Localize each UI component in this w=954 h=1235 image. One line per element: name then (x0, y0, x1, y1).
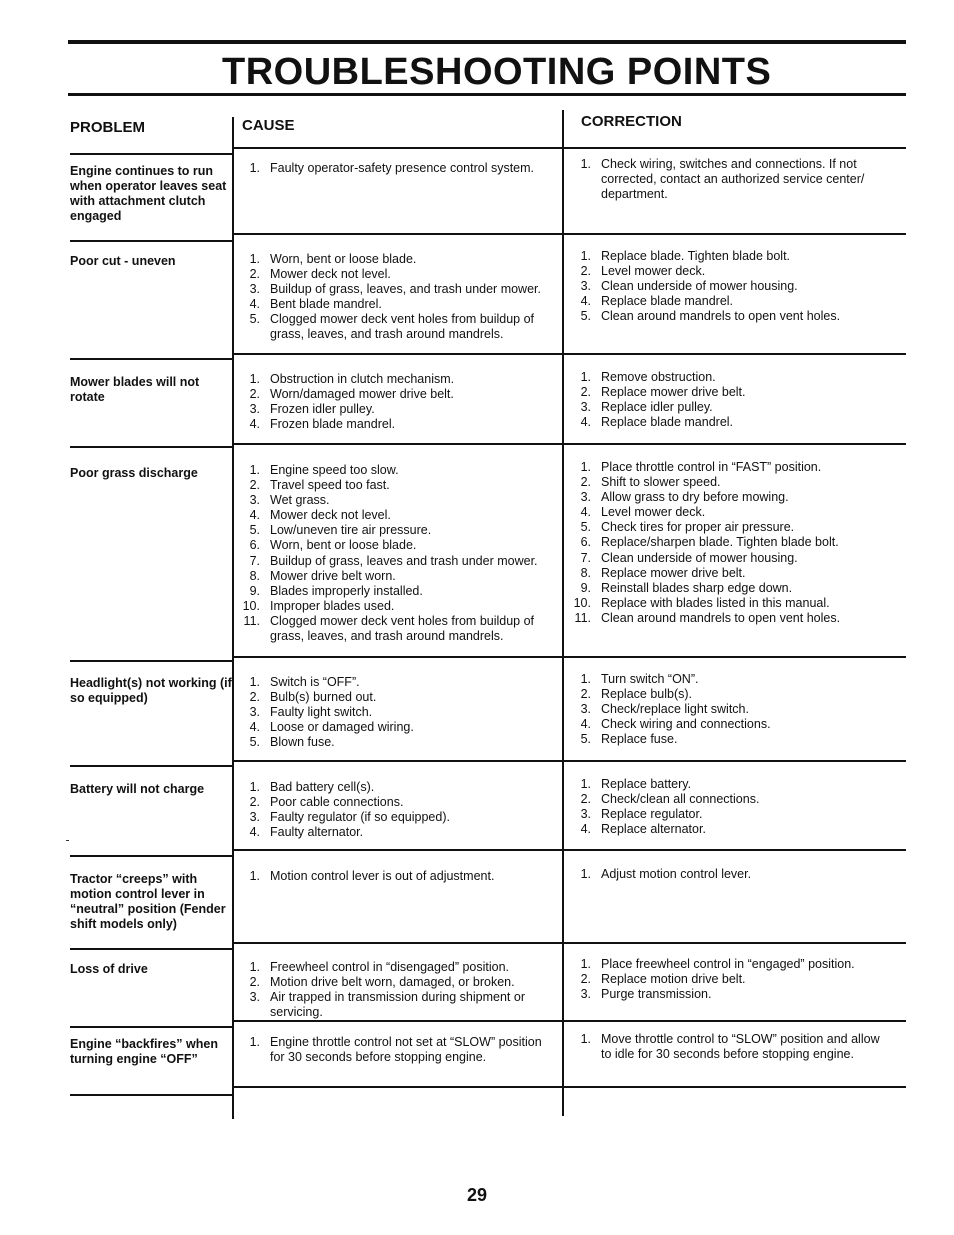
list-item (240, 990, 556, 1020)
item-text: Worn, bent or loose blade. (270, 538, 417, 553)
list-item (240, 297, 556, 312)
list-item (571, 987, 893, 1002)
item-number: 3. (249, 402, 260, 417)
list-item (571, 702, 893, 717)
item-number: 2. (580, 792, 591, 807)
item-number: 1. (249, 252, 260, 266)
correction-list (571, 957, 893, 1002)
item-number: 2. (249, 387, 260, 402)
item-number: 5. (249, 312, 260, 327)
row-separator-right (233, 760, 906, 762)
page-title: TROUBLESHOOTING POINTS (222, 51, 772, 93)
correction-column-header: CORRECTION (581, 113, 682, 130)
list-item (240, 538, 556, 553)
item-number: 4. (580, 717, 591, 732)
item-number: 2. (580, 972, 591, 987)
item-text: Obstruction in clutch mechanism. (270, 372, 455, 386)
row-separator-left (70, 1026, 233, 1028)
cause-column-header: CAUSE (242, 117, 295, 134)
item-number: 2. (249, 478, 260, 493)
item-text: Level mower deck. (601, 264, 706, 279)
item-text: Blades improperly installed. (270, 583, 423, 598)
item-text: Poor cable connections. (270, 795, 404, 810)
list-item (240, 402, 556, 417)
correction-list (571, 370, 893, 430)
item-text: Loose or damaged wiring. (270, 720, 414, 735)
problem-text: Loss of drive (70, 962, 148, 976)
list-item (240, 705, 556, 720)
list-item (240, 493, 556, 508)
cause-list (240, 675, 556, 750)
row-separator-right (233, 656, 906, 658)
item-text: Faulty alternator. (270, 825, 364, 840)
item-number: 1. (249, 675, 260, 689)
item-number: 1. (249, 869, 260, 883)
item-text: Improper blades used. (270, 598, 395, 613)
row-separator-right (233, 147, 906, 149)
item-text: Reinstall blades sharp edge down. (601, 580, 793, 595)
item-text: Wet grass. (270, 493, 330, 508)
item-text: Replace blade mandrel. (601, 294, 734, 309)
item-number: 1. (580, 157, 591, 171)
problem-text: Poor cut - uneven (70, 254, 176, 268)
list-item (571, 777, 893, 792)
cause-correction-divider (562, 110, 564, 1116)
list-item (240, 508, 556, 523)
problem-text: Battery will not charge (70, 782, 205, 796)
item-number: 4. (580, 415, 591, 430)
list-item (240, 584, 556, 599)
item-text: Frozen idler pulley. (270, 402, 375, 417)
page-number: 29 (466, 1185, 488, 1205)
correction-list (571, 672, 893, 747)
item-number: 7. (580, 550, 591, 565)
item-number: 3. (580, 807, 591, 822)
item-number: 3. (580, 400, 591, 415)
list-item (571, 370, 893, 385)
item-text: Adjust motion control lever. (601, 867, 752, 881)
list-item (240, 161, 556, 176)
item-number: 5. (249, 735, 260, 750)
row-separator-left (70, 446, 233, 448)
list-item (571, 732, 893, 747)
list-item (571, 792, 893, 807)
list-item (571, 415, 893, 430)
correction-list (571, 157, 893, 202)
row-separator-left (70, 660, 233, 662)
correction-list (571, 867, 893, 882)
list-item (571, 460, 893, 475)
item-text: Clean underside of mower housing. (601, 279, 798, 294)
item-number: 6. (249, 538, 260, 553)
item-number: 2. (249, 267, 260, 282)
item-text: Place freewheel control in “engaged” position. (601, 957, 855, 971)
item-number: 4. (249, 720, 260, 735)
item-number: 3. (580, 279, 591, 294)
list-item (571, 822, 893, 837)
item-number: 11. (574, 610, 591, 625)
item-text: Check tires for proper air pressure. (601, 520, 795, 535)
list-item (240, 975, 556, 990)
list-item (571, 264, 893, 279)
cause-list (240, 780, 556, 840)
item-text: Bent blade mandrel. (270, 297, 382, 312)
list-item (240, 614, 556, 644)
item-text: Mower deck not level. (270, 267, 391, 282)
item-text: Mower deck not level. (270, 508, 391, 523)
list-item (240, 735, 556, 750)
list-item (240, 675, 556, 690)
item-number: 5. (249, 523, 260, 538)
list-item (240, 282, 556, 297)
item-number: 1. (580, 672, 591, 686)
item-text: Clogged mower deck vent holes from buildup of grass, leaves, and trash around mandrels. (270, 312, 535, 342)
list-item (240, 523, 556, 538)
item-text: Check wiring, switches and connections. If not corrected, contact an authorized service center/ department. (601, 157, 865, 202)
item-text: Engine speed too slow. (270, 463, 399, 477)
item-number: 3. (580, 987, 591, 1002)
item-text: Blown fuse. (270, 735, 335, 750)
item-number: 1. (249, 161, 260, 175)
stray-mark (66, 840, 69, 841)
item-text: Motion drive belt worn, damaged, or broken. (270, 975, 515, 990)
item-text: Bad battery cell(s). (270, 780, 375, 794)
list-item (571, 400, 893, 415)
item-number: 4. (580, 822, 591, 837)
item-number: 1. (249, 1035, 260, 1049)
item-text: Freewheel control in “disengaged” position. (270, 960, 510, 974)
item-number: 1. (249, 780, 260, 794)
item-number: 10. (573, 595, 591, 610)
item-text: Place throttle control in “FAST” position. (601, 460, 822, 474)
item-number: 3. (580, 490, 591, 505)
item-number: 3. (580, 702, 591, 717)
cause-list (240, 372, 556, 432)
item-number: 2. (580, 385, 591, 400)
item-text: Faulty regulator (if so equipped). (270, 810, 450, 825)
item-number: 5. (580, 309, 591, 324)
list-item (571, 687, 893, 702)
list-item (571, 309, 893, 324)
item-text: Replace mower drive belt. (601, 565, 746, 580)
item-text: Remove obstruction. (601, 370, 716, 384)
cause-list (240, 463, 556, 644)
problem-text: Headlight(s) not working (if so equipped) (70, 676, 232, 705)
row-separator-left (70, 240, 233, 242)
item-text: Worn/damaged mower drive belt. (270, 387, 454, 402)
table-bottom-rule-right (233, 1086, 906, 1088)
problem-text: Poor grass discharge (70, 466, 198, 480)
list-item (240, 1035, 556, 1065)
list-item (571, 157, 893, 202)
row-separator-right (233, 353, 906, 355)
item-number: 2. (580, 475, 591, 490)
row-separator-left (70, 855, 233, 857)
item-text: Mower drive belt worn. (270, 568, 396, 583)
item-number: 1. (580, 370, 591, 384)
item-text: Replace mower drive belt. (601, 385, 746, 400)
list-item (571, 957, 893, 972)
list-item (240, 312, 556, 342)
list-item (571, 566, 893, 581)
list-item (240, 478, 556, 493)
list-item (571, 1032, 893, 1062)
item-number: 5. (580, 732, 591, 747)
problem-column-header: PROBLEM (70, 119, 145, 136)
item-text: Replace alternator. (601, 822, 706, 837)
list-item (240, 387, 556, 402)
list-item (571, 505, 893, 520)
problem-text: Engine continues to run when operator leaves seat with attachment clutch engaged (70, 164, 227, 223)
item-text: Clean around mandrels to open vent holes. (601, 610, 841, 625)
correction-list (571, 249, 893, 324)
list-item (240, 569, 556, 584)
item-text: Worn, bent or loose blade. (270, 252, 417, 266)
item-text: Faulty operator-safety presence control system. (270, 161, 535, 175)
list-item (571, 551, 893, 566)
cause-list (240, 1035, 556, 1065)
item-text: Buildup of grass, leaves, and trash under mower. (270, 282, 541, 297)
list-item (240, 795, 556, 810)
item-number: 1. (249, 463, 260, 477)
list-item (571, 972, 893, 987)
item-text: Frozen blade mandrel. (270, 417, 396, 432)
list-item (571, 535, 893, 550)
problem-text: Mower blades will not rotate (70, 375, 200, 404)
item-text: Check/replace light switch. (601, 702, 749, 717)
item-number: 11. (243, 613, 260, 628)
item-text: Low/uneven tire air pressure. (270, 523, 432, 538)
item-number: 2. (249, 795, 260, 810)
item-number: 5. (580, 520, 591, 535)
item-text: Clean underside of mower housing. (601, 550, 798, 565)
item-number: 1. (580, 777, 591, 791)
item-number: 10. (242, 598, 260, 613)
item-number: 1. (580, 249, 591, 263)
correction-list (571, 777, 893, 837)
item-number: 2. (249, 690, 260, 705)
item-text: Replace with blades listed in this manual. (601, 595, 830, 610)
row-separator-right (233, 233, 906, 235)
item-number: 4. (580, 294, 591, 309)
item-text: Replace blade. Tighten blade bolt. (601, 249, 791, 263)
item-number: 1. (249, 960, 260, 974)
title-top-rule (68, 40, 906, 44)
item-text: Engine throttle control not set at “SLOW” position for 30 seconds before stopping engine. (270, 1035, 542, 1065)
item-number: 9. (249, 583, 260, 598)
item-number: 3. (249, 282, 260, 297)
list-item (571, 475, 893, 490)
cause-list (240, 869, 556, 884)
item-text: Travel speed too fast. (270, 478, 390, 493)
list-item (571, 867, 893, 882)
list-item (240, 869, 556, 884)
list-item (240, 599, 556, 614)
list-item (571, 807, 893, 822)
item-number: 1. (580, 460, 591, 474)
item-number: 3. (249, 705, 260, 720)
item-number: 4. (249, 508, 260, 523)
list-item (571, 249, 893, 264)
list-item (240, 554, 556, 569)
list-item (240, 690, 556, 705)
correction-list (571, 460, 893, 626)
item-number: 8. (580, 565, 591, 580)
cause-list (240, 960, 556, 1020)
problem-text: Engine “backfires” when turning engine “OFF” (70, 1037, 218, 1066)
item-text: Level mower deck. (601, 505, 706, 520)
row-separator-right (233, 1020, 906, 1022)
list-item (571, 596, 893, 611)
item-number: 3. (249, 990, 260, 1005)
item-number: 2. (580, 687, 591, 702)
list-item (240, 720, 556, 735)
item-text: Switch is “OFF”. (270, 675, 360, 689)
row-separator-left (70, 765, 233, 767)
list-item (240, 417, 556, 432)
list-item (240, 960, 556, 975)
item-number: 4. (249, 297, 260, 312)
item-text: Replace/sharpen blade. Tighten blade bolt. (601, 535, 839, 550)
title-bottom-rule (68, 93, 906, 96)
list-item (240, 372, 556, 387)
row-separator-right (233, 849, 906, 851)
item-number: 3. (249, 810, 260, 825)
item-number: 3. (249, 493, 260, 508)
item-text: Replace idler pulley. (601, 400, 713, 415)
item-text: Shift to slower speed. (601, 475, 721, 490)
list-item (240, 267, 556, 282)
row-separator-left (70, 948, 233, 950)
item-text: Motion control lever is out of adjustment. (270, 869, 495, 883)
item-number: 9. (580, 580, 591, 595)
item-text: Replace battery. (601, 777, 692, 791)
item-text: Move throttle control to “SLOW” position and allow to idle for 30 seconds before stopping engine. (601, 1032, 880, 1062)
list-item (571, 294, 893, 309)
item-number: 2. (249, 975, 260, 990)
item-text: Air trapped in transmission during shipment or servicing. (270, 990, 525, 1020)
item-number: 7. (249, 553, 260, 568)
list-item (571, 717, 893, 732)
problem-text: Tractor “creeps” with motion control lever in “neutral” position (Fender shift models only) (70, 872, 226, 931)
cause-list (240, 252, 556, 343)
item-number: 6. (580, 535, 591, 550)
item-text: Buildup of grass, leaves and trash under mower. (270, 553, 538, 568)
list-item (240, 825, 556, 840)
item-text: Turn switch “ON”. (601, 672, 699, 686)
list-item (240, 252, 556, 267)
item-text: Faulty light switch. (270, 705, 373, 720)
list-item (571, 611, 893, 626)
item-text: Check/clean all connections. (601, 792, 760, 807)
list-item (571, 279, 893, 294)
list-item (571, 581, 893, 596)
cause-list (240, 161, 556, 176)
list-item (571, 490, 893, 505)
item-text: Replace bulb(s). (601, 687, 693, 702)
problem-cause-divider (232, 117, 234, 1119)
item-number: 4. (249, 417, 260, 432)
item-text: Purge transmission. (601, 987, 712, 1002)
item-text: Bulb(s) burned out. (270, 690, 377, 705)
item-number: 4. (580, 505, 591, 520)
item-number: 8. (249, 568, 260, 583)
list-item (571, 672, 893, 687)
item-number: 2. (580, 264, 591, 279)
item-number: 1. (580, 957, 591, 971)
row-separator-right (233, 443, 906, 445)
item-text: Replace regulator. (601, 807, 703, 822)
item-text: Replace motion drive belt. (601, 972, 746, 987)
item-number: 1. (580, 867, 591, 881)
item-text: Clogged mower deck vent holes from buildup of grass, leaves, and trash around mandrels. (270, 613, 535, 644)
list-item (240, 780, 556, 795)
item-text: Allow grass to dry before mowing. (601, 490, 789, 505)
row-separator-right (233, 942, 906, 944)
list-item (240, 463, 556, 478)
item-text: Clean around mandrels to open vent holes. (601, 309, 841, 324)
table-bottom-rule-left (70, 1094, 233, 1096)
item-number: 4. (249, 825, 260, 840)
item-number: 1. (249, 372, 260, 386)
row-separator-left (70, 358, 233, 360)
item-number: 1. (580, 1032, 591, 1046)
item-text: Check wiring and connections. (601, 717, 771, 732)
list-item (240, 810, 556, 825)
item-text: Replace blade mandrel. (601, 415, 734, 430)
row-separator-left (70, 153, 233, 155)
list-item (571, 385, 893, 400)
correction-list (571, 1032, 893, 1062)
list-item (571, 520, 893, 535)
item-text: Replace fuse. (601, 732, 678, 747)
